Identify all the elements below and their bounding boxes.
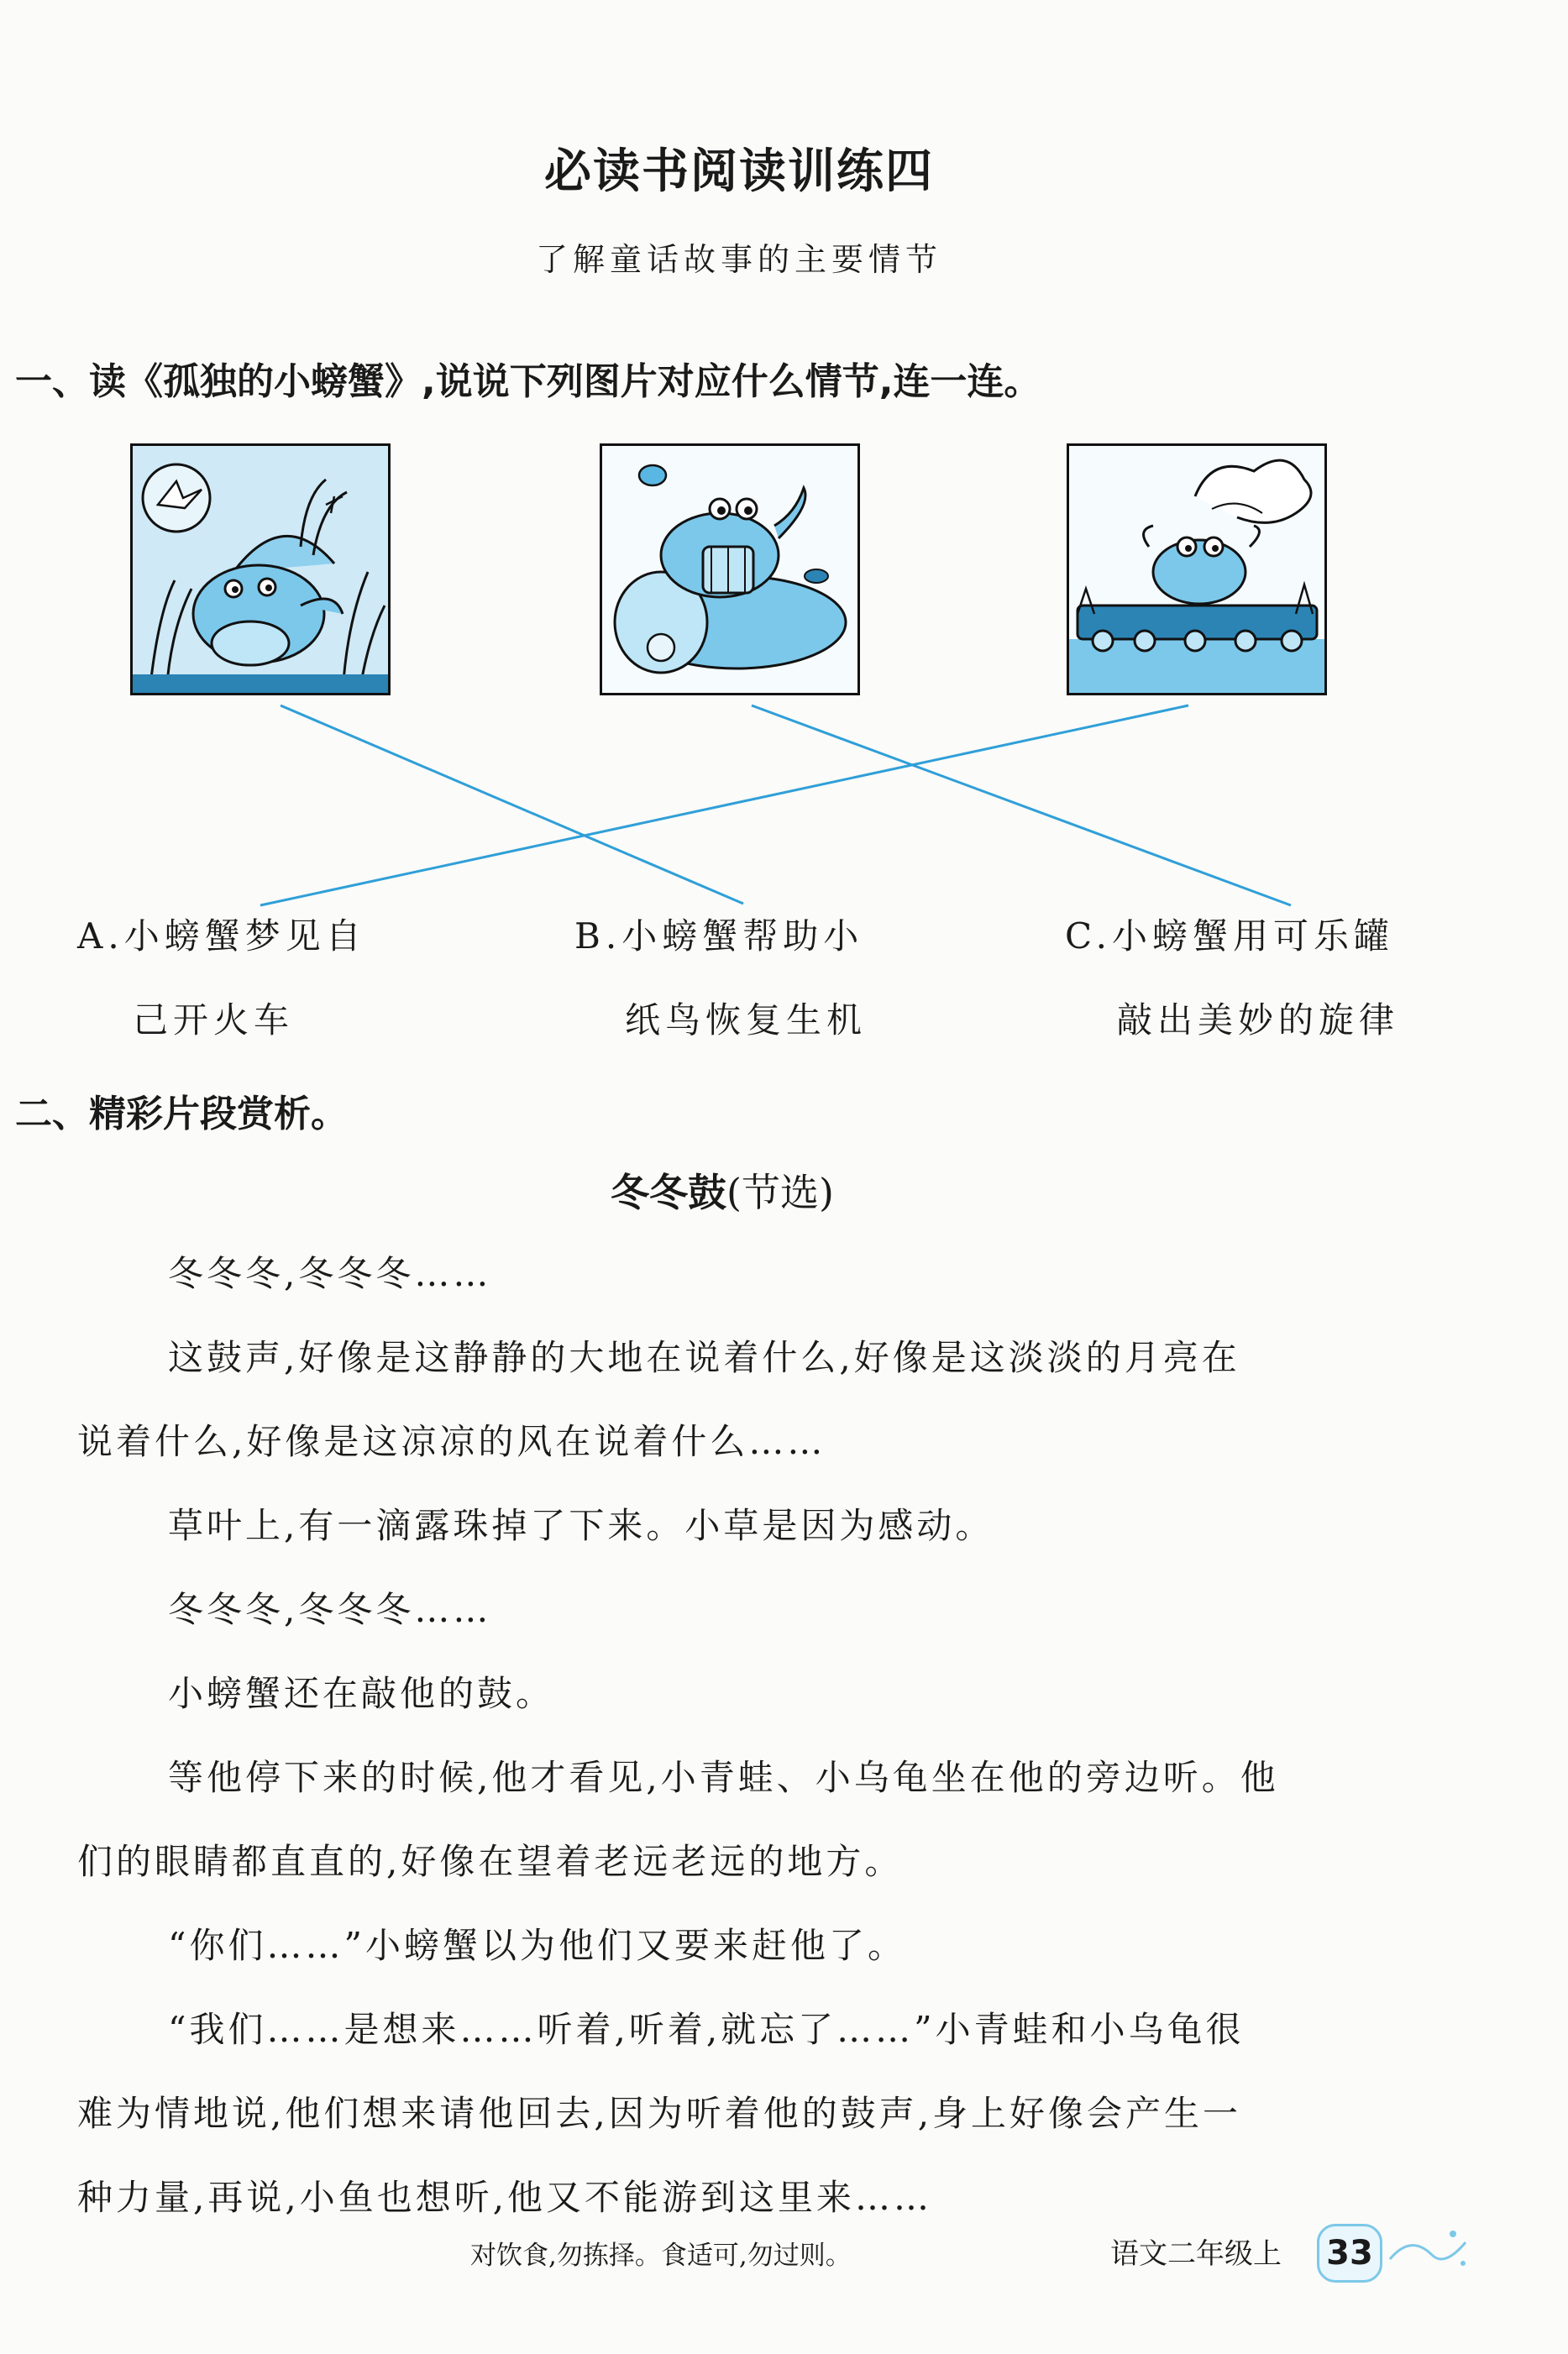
page-title: 必读书阅读训练四 (544, 144, 934, 199)
passage-line: 冬冬冬,冬冬冬…… (168, 1589, 492, 1630)
option-b-letter: B. (574, 915, 622, 957)
option-b-line2: 纸鸟恢复生机 (625, 999, 868, 1041)
option-a (77, 909, 366, 959)
passage-line: 这鼓声,好像是这静静的大地在说着什么,好像是这淡淡的月亮在 (168, 1337, 1240, 1378)
page-subtitle: 了解童话故事的主要情节 (535, 241, 942, 278)
page-number: 33 (1317, 2224, 1382, 2283)
match-line-picture3-to-A (260, 705, 1188, 905)
passage-line: 草叶上,有一滴露珠掉了下来。小草是因为感动。 (168, 1505, 994, 1546)
option-c (1065, 909, 1394, 959)
piece-title (0, 1162, 1445, 1218)
piece-title-note: (节选) (726, 1170, 834, 1215)
option-a-line2: 己开火车 (133, 999, 295, 1041)
option-a-letter: A. (77, 915, 124, 957)
passage-line: 等他停下来的时候,他才看见,小青蛙、小乌龟坐在他的旁边听。他 (168, 1757, 1279, 1798)
option-c-line2: 敲出美妙的旋律 (1117, 999, 1400, 1041)
match-line-picture2-to-C (752, 705, 1291, 905)
section2-heading: 二、精彩片段赏析。 (15, 1093, 348, 1135)
passage-line: 说着什么,好像是这凉凉的风在说着什么…… (77, 1421, 826, 1462)
passage-line: “你们……”小螃蟹以为他们又要来赶他了。 (168, 1925, 906, 1966)
passage-line: 种力量,再说,小鱼也想听,他又不能游到这里来…… (77, 2177, 933, 2218)
option-a-line1: 小螃蟹梦见自 (123, 915, 366, 957)
passage-line: 小螃蟹还在敲他的鼓。 (168, 1673, 555, 1714)
option-b (574, 909, 863, 959)
passage-line: 们的眼睛都直直的,好像在望着老远老远的地方。 (77, 1841, 904, 1882)
option-c-line1: 小螃蟹用可乐罐 (1112, 915, 1395, 957)
passage-line: 冬冬冬,冬冬冬…… (168, 1253, 492, 1294)
section1-heading: 一、读《孤独的小螃蟹》,说说下列图片对应什么情节,连一连。 (15, 360, 1041, 403)
footer-motto: 对饮食,勿拣择。食适可,勿过则。 (470, 2241, 852, 2271)
footer-grade: 语文二年级上 (1110, 2237, 1282, 2271)
option-c-letter: C. (1065, 915, 1112, 957)
decorative-swirl-icon (1386, 2217, 1470, 2284)
match-line-picture1-to-B (281, 705, 743, 904)
passage-line: 难为情地说,他们想来请他回去,因为听着他的鼓声,身上好像会产生一 (77, 2093, 1242, 2134)
option-b-line1: 小螃蟹帮助小 (621, 915, 864, 957)
piece-title-text: 冬冬鼓 (611, 1170, 727, 1215)
passage-line: “我们……是想来……听着,听着,就忘了……”小青蛙和小乌龟很 (168, 2009, 1245, 2050)
